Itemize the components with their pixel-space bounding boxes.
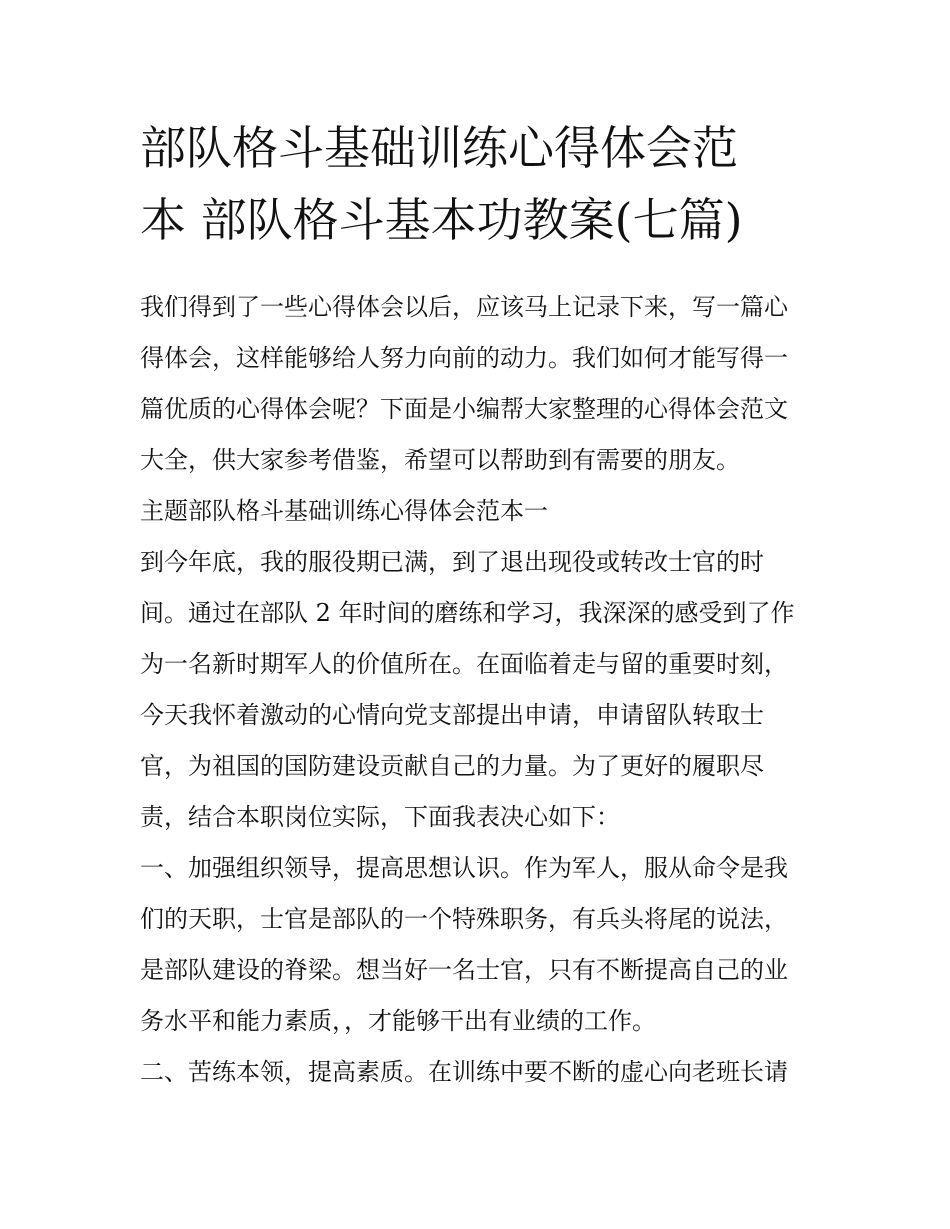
paragraph-3-line-1: 二、苦练本领，提高素质。在训练中要不断的虚心向老班长请 (140, 1058, 788, 1086)
paragraph-1-line-2: 间。通过在部队 2 年时间的磨练和学习，我深深的感受到了作 (140, 599, 795, 627)
paragraph-1-line-5: 官，为祖国的国防建设贡献自己的力量。为了更好的履职尽 (140, 752, 764, 780)
paragraph-3 (140, 1047, 812, 1098)
paragraph-2-line-2: 们的天职，士官是部队的一个特殊职务，有兵头将尾的说法， (140, 905, 788, 933)
title-line-2: 本 部队格斗基本功教案(七篇) (140, 193, 743, 247)
intro-line-1: 我们得到了一些心得体会以后，应该马上记录下来，写一篇心 (140, 293, 788, 321)
paragraph-1-line-6: 责，结合本职岗位实际，下面我表决心如下： (140, 803, 620, 831)
intro-line-2: 得体会，这样能够给人努力向前的动力。我们如何才能写得一 (140, 344, 788, 372)
document-content (140, 112, 812, 1098)
paragraph-1-line-1: 到今年底，我的服役期已满，到了退出现役或转改士官的时 (140, 548, 764, 576)
paragraph-1-line-4: 今天我怀着激动的心情向党支部提出申请，申请留队转取士 (140, 701, 764, 729)
intro-line-4: 大全，供大家参考借鉴，希望可以帮助到有需要的朋友。 (140, 446, 740, 474)
paragraph-2-line-4: 务水平和能力素质，，才能够干出有业绩的工作。 (140, 1007, 656, 1035)
paragraph-1 (140, 537, 812, 843)
intro-line-3: 篇优质的心得体会呢？下面是小编帮大家整理的心得体会范文 (140, 395, 788, 423)
paragraph-2-line-1: 一、加强组织领导，提高思想认识。作为军人，服从命令是我 (140, 854, 788, 882)
document-title (140, 112, 812, 256)
section-heading: 主题部队格斗基础训练心得体会范本一 (140, 497, 548, 525)
paragraph-1-line-3: 为一名新时期军人的价值所在。在面临着走与留的重要时刻， (140, 650, 788, 678)
title-line-1: 部队格斗基础训练心得体会范 (140, 121, 738, 175)
paragraph-2 (140, 843, 812, 1047)
intro-paragraph (140, 282, 812, 486)
paragraph-2-line-3: 是部队建设的脊梁。想当好一名士官，只有不断提高自己的业 (140, 956, 788, 984)
